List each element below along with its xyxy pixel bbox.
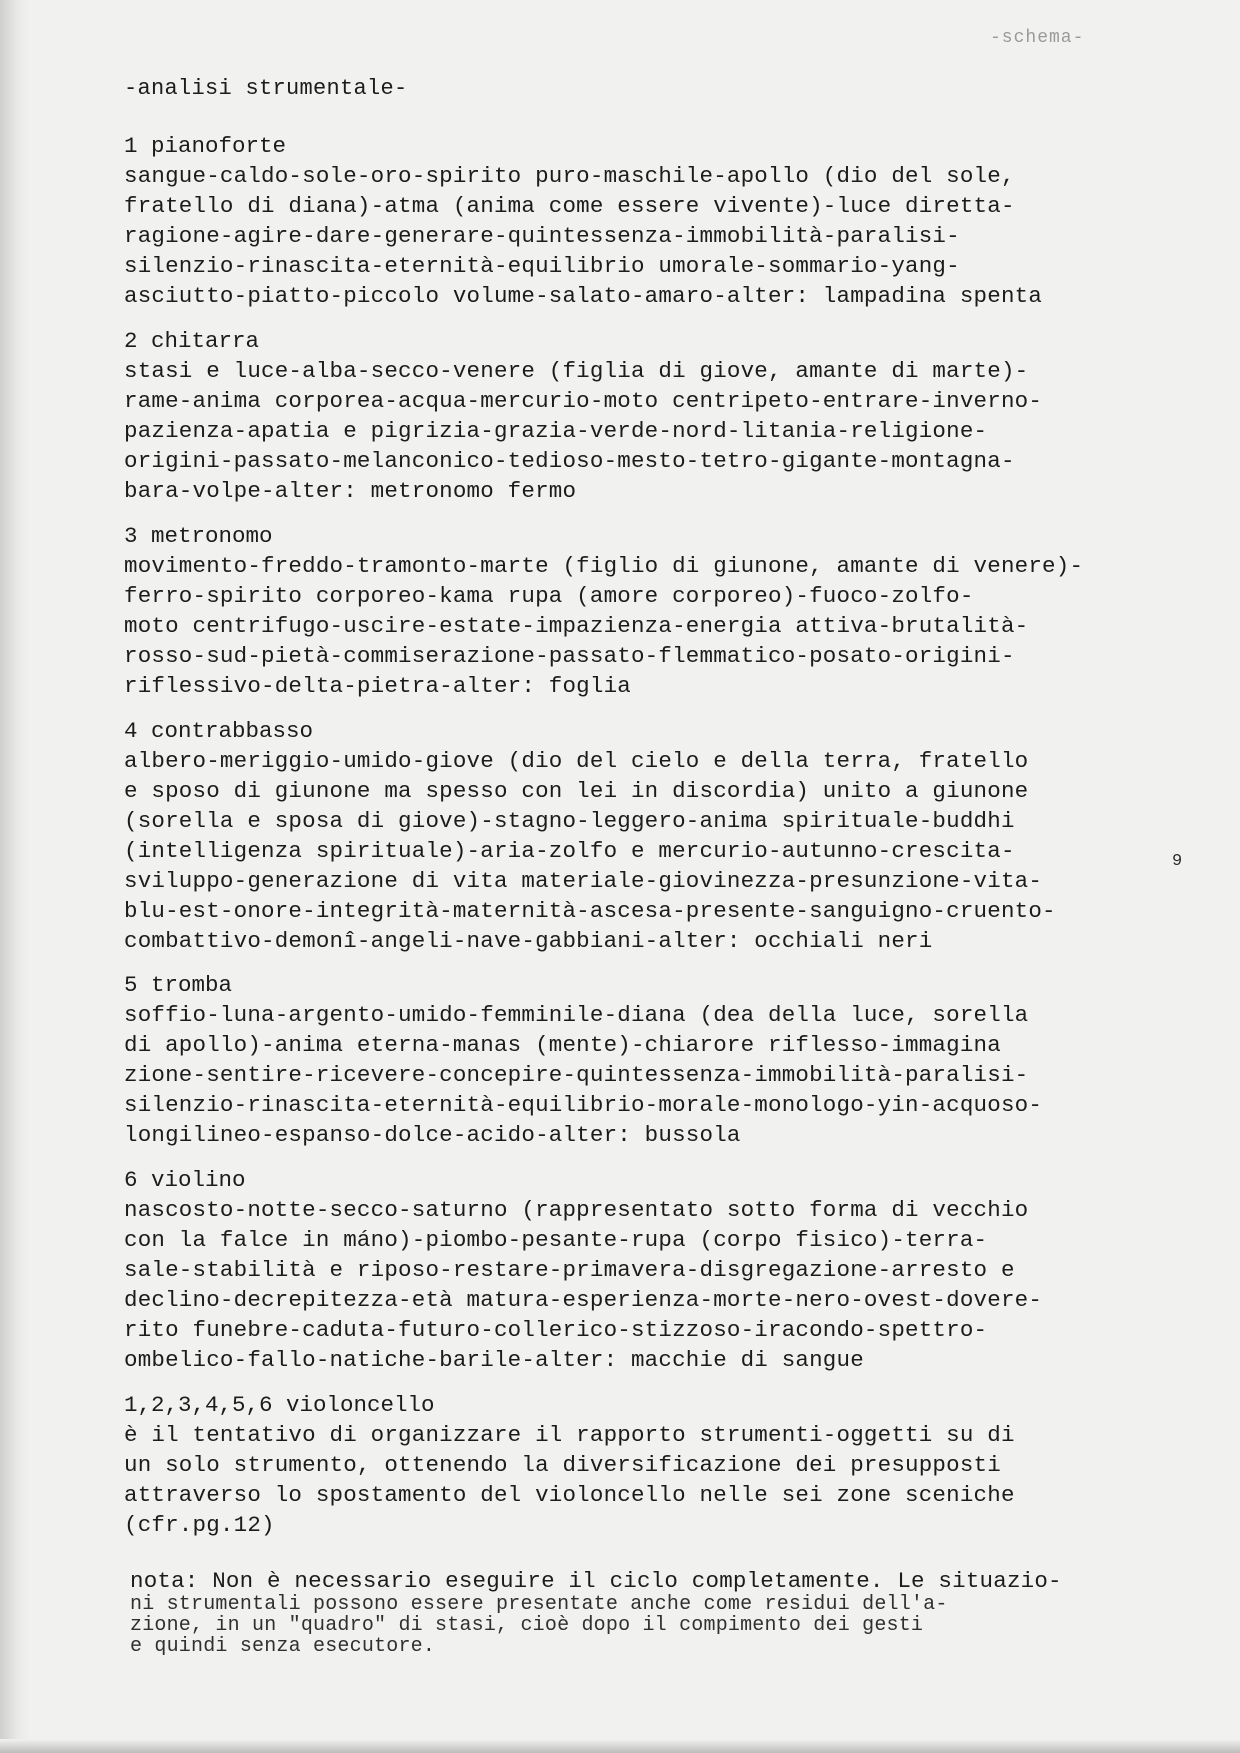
- footnote-line: ni strumentali possono essere presentate anche come residui dell'a-: [130, 1593, 948, 1616]
- text-line: rito funebre-caduta-futuro-collerico-stizzoso-iracondo-spettro-: [124, 1317, 988, 1343]
- section-metronomo: [124, 521, 1194, 701]
- text-line: è il tentativo di organizzare il rapporto strumenti-oggetti su di: [124, 1422, 1015, 1448]
- section-heading: 6 violino: [124, 1167, 246, 1193]
- text-line: sangue-caldo-sole-oro-spirito puro-maschile-apollo (dio del sole,: [124, 163, 1015, 189]
- text-line: silenzio-rinascita-eternità-equilibrio-morale-monologo-yin-acquoso-: [124, 1092, 1043, 1118]
- footnote: [130, 1569, 1190, 1657]
- text-line: fratello di diana)-atma (anima come essere vivente)-luce diretta-: [124, 193, 1015, 219]
- section-heading: 3 metronomo: [124, 523, 273, 549]
- text-line: attraverso lo spostamento del violoncello nelle sei zone sceniche: [124, 1482, 1015, 1508]
- page-bottom-shadow: [0, 1739, 1240, 1753]
- text-line: albero-meriggio-umido-giove (dio del cielo e della terra, fratello: [124, 748, 1029, 774]
- text-line: con la falce in máno)-piombo-pesante-rupa (corpo fisico)-terra-: [124, 1227, 988, 1253]
- text-line: ragione-agire-dare-generare-quintessenza-immobilità-paralisi-: [124, 223, 960, 249]
- section-violoncello: [124, 1390, 1194, 1540]
- text-line: nascosto-notte-secco-saturno (rappresentato sotto forma di vecchio: [124, 1197, 1029, 1223]
- section-heading: 1,2,3,4,5,6 violoncello: [124, 1392, 435, 1418]
- section-heading: 1 pianoforte: [124, 133, 287, 159]
- section-contrabbasso: [124, 716, 1194, 956]
- text-line: bara-volpe-alter: metronomo fermo: [124, 478, 577, 504]
- text-line: combattivo-demonî-angeli-nave-gabbiani-alter: occhiali neri: [124, 928, 933, 954]
- text-line: stasi e luce-alba-secco-venere (figlia di giove, amante di marte)-: [124, 358, 1029, 384]
- text-line: pazienza-apatia e pigrizia-grazia-verde-nord-litania-religione-: [124, 418, 988, 444]
- text-line: riflessivo-delta-pietra-alter: foglia: [124, 673, 631, 699]
- text-line: (intelligenza spirituale)-aria-zolfo e mercurio-autunno-crescita-: [124, 838, 1015, 864]
- text-line: sale-stabilità e riposo-restare-primavera-disgregazione-arresto e: [124, 1257, 1015, 1283]
- text-line: ombelico-fallo-natiche-barile-alter: macchie di sangue: [124, 1347, 864, 1373]
- footnote-first-line: nota: Non è necessario eseguire il ciclo completamente. Le situazio-: [130, 1568, 1062, 1594]
- text-line: (sorella e sposa di giove)-stagno-leggero-anima spirituale-buddhi: [124, 808, 1015, 834]
- header-fragment: -schema-: [990, 28, 1085, 48]
- text-line: di apollo)-anima eterna-manas (mente)-chiarore riflesso-immagina: [124, 1032, 1001, 1058]
- text-line: moto centrifugo-uscire-estate-impazienza-energia attiva-brutalità-: [124, 613, 1029, 639]
- text-line: zione-sentire-ricevere-concepire-quintessenza-immobilità-paralisi-: [124, 1062, 1029, 1088]
- section-chitarra: [124, 326, 1194, 506]
- text-line: soffio-luna-argento-umido-femminile-diana (dea della luce, sorella: [124, 1002, 1029, 1028]
- text-line: origini-passato-melanconico-tedioso-mesto-tetro-gigante-montagna-: [124, 448, 1015, 474]
- text-line: asciutto-piatto-piccolo volume-salato-amaro-alter: lampadina spenta: [124, 283, 1043, 309]
- page-edge-shadow: [0, 0, 30, 1753]
- text-line: e sposo di giunone ma spesso con lei in discordia) unito a giunone: [124, 778, 1029, 804]
- text-line: (cfr.pg.12): [124, 1512, 275, 1538]
- section-heading: 4 contrabbasso: [124, 718, 314, 744]
- text-line: silenzio-rinascita-eternità-equilibrio umorale-sommario-yang-: [124, 253, 960, 279]
- text-line: rame-anima corporea-acqua-mercurio-moto centripeto-entrare-inverno-: [124, 388, 1043, 414]
- text-line: un solo strumento, ottenendo la diversificazione dei presupposti: [124, 1452, 1001, 1478]
- text-line: declino-decrepitezza-età matura-esperienza-morte-nero-ovest-dovere-: [124, 1287, 1043, 1313]
- section-heading: 5 tromba: [124, 972, 233, 998]
- section-heading: 2 chitarra: [124, 328, 260, 354]
- text-line: blu-est-onore-integrità-maternità-ascesa-presente-sanguigno-cruento-: [124, 898, 1056, 924]
- footnote-line: zione, in un "quadro" di stasi, cioè dopo il compimento dei gesti: [130, 1614, 924, 1637]
- text-line: rosso-sud-pietà-commiserazione-passato-flemmatico-posato-origini-: [124, 643, 1015, 669]
- document-title: -analisi strumentale-: [124, 76, 408, 101]
- text-line: longilineo-espanso-dolce-acido-alter: bussola: [124, 1122, 741, 1148]
- footnote-line: e quindi senza esecutore.: [130, 1635, 436, 1658]
- page-number: 9: [1172, 852, 1183, 871]
- section-tromba: [124, 970, 1194, 1150]
- section-pianoforte: [124, 131, 1194, 311]
- text-line: sviluppo-generazione di vita materiale-giovinezza-presunzione-vita-: [124, 868, 1043, 894]
- section-violino: [124, 1165, 1194, 1375]
- text-line: movimento-freddo-tramonto-marte (figlio di giunone, amante di venere)-: [124, 553, 1084, 579]
- text-line: ferro-spirito corporeo-kama rupa (amore corporeo)-fuoco-zolfo-: [124, 583, 974, 609]
